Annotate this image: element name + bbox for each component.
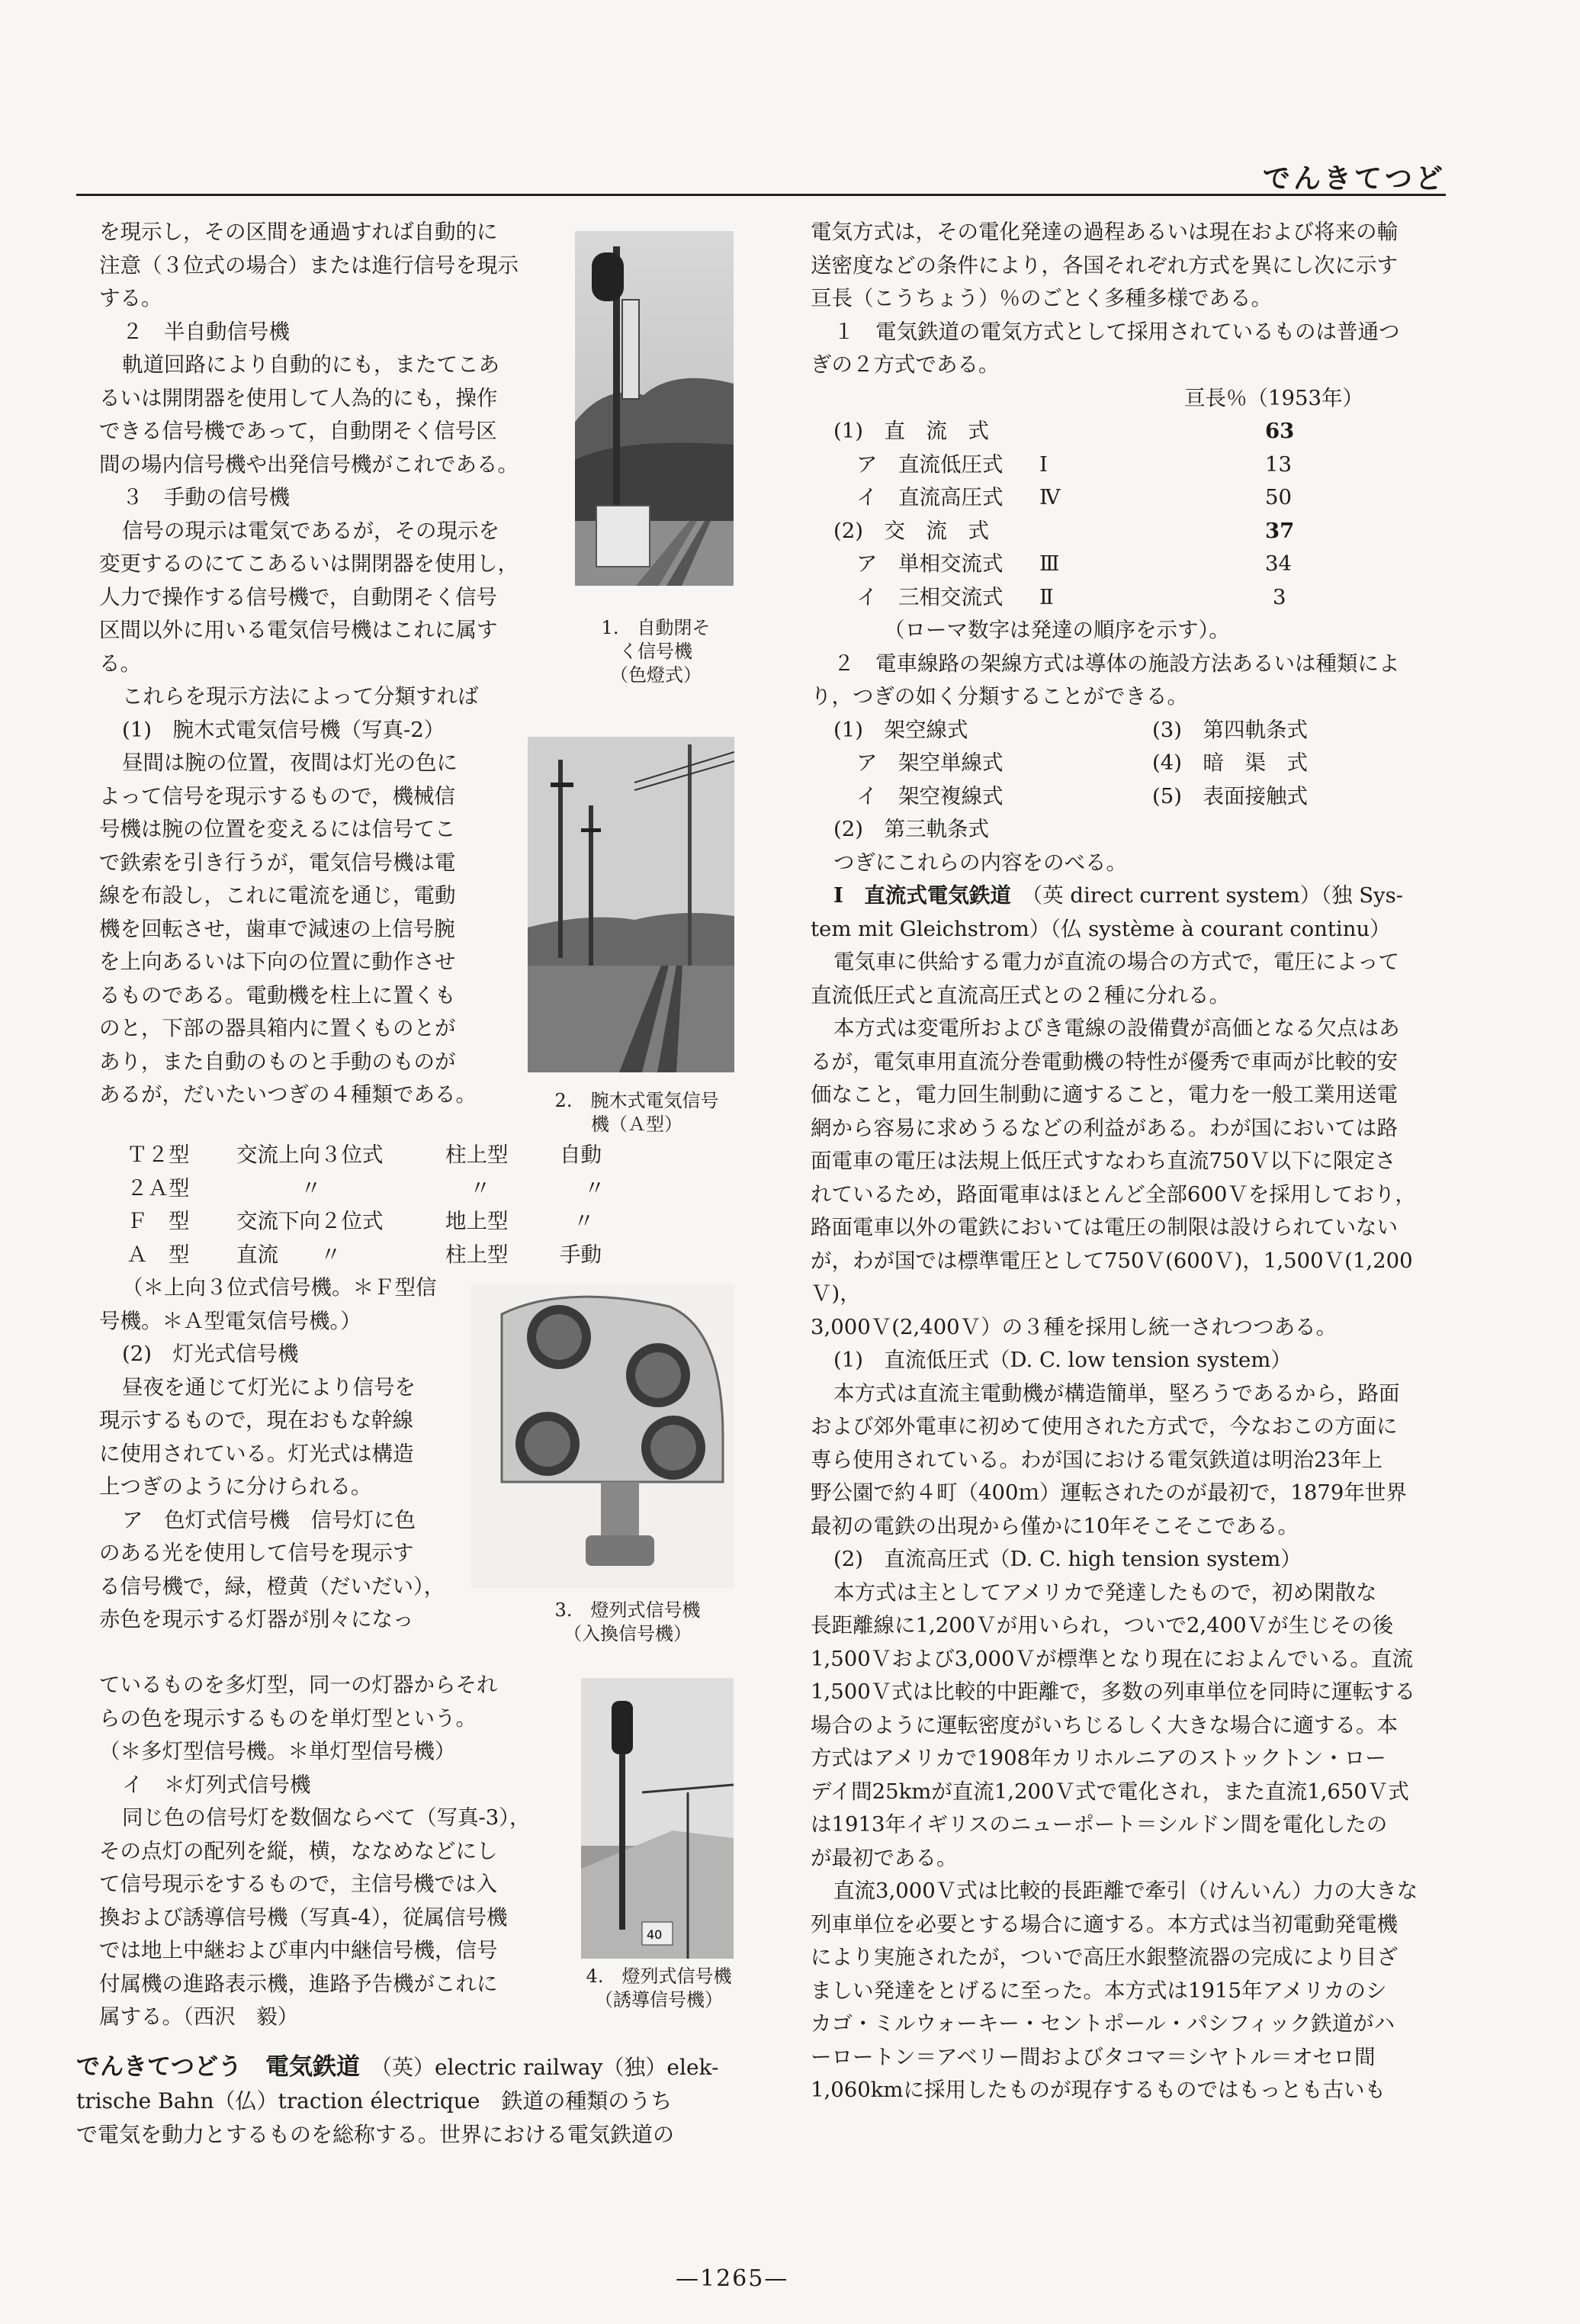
caption-line: 4. 燈列式信号機: [586, 1966, 732, 1987]
text-line: 軌道回路により自動的にも，またてこあ: [122, 352, 499, 377]
list-item: [811, 780, 1451, 814]
left-column-bottom: [99, 1669, 549, 2034]
running-head: でんきてつど: [1262, 162, 1446, 194]
section-heading: (2) 直流高圧式（D. C. high tension system）: [833, 1547, 1302, 1571]
table-note: （ローマ数字は発達の順序を示す）。: [884, 618, 1230, 642]
caption-line: （色燈式）: [610, 664, 702, 686]
text-line: 本方式は変電所およびき電線の設備費が高価となる欠点はあ: [833, 1016, 1400, 1040]
type-place: 〃: [470, 1175, 491, 1201]
page-number: —1265—: [676, 2265, 789, 2292]
percent-header: 亘長％（1953年）: [1184, 385, 1363, 410]
photo-4-caption: [567, 1965, 750, 2012]
text-line: が最初である。: [811, 1845, 958, 1870]
caption-line: 1. 自動閉そ: [601, 617, 711, 638]
section-heading: ２ 半自動信号機: [122, 319, 290, 344]
list-left: (2) 第三軌条式: [833, 817, 989, 841]
text-line: 直流3,000Ｖ式は比較的長距離で牽引（けんいん）力の大きな: [833, 1879, 1418, 1903]
text-line: 号機。＊Ａ型電気信号機。）: [99, 1308, 361, 1333]
row-label: (2) 交 流 式: [833, 518, 989, 543]
text-line: 1,500Ｖおよび3,000Ｖが標準となり現在におよんでいる。直流: [811, 1646, 1413, 1671]
text-line: が，わが国では標準電圧として750Ｖ(600Ｖ)，1,500Ｖ(1,200Ｖ)，: [811, 1248, 1413, 1306]
text-line: ーロートン＝アベリー間およびタコマ＝シヤトル＝オセロ間: [811, 2044, 1376, 2069]
text-line: 換および誘導信号機（写真-4），従属信号機: [99, 1905, 508, 1930]
text-line: のと，下部の器具箱内に置くものとが: [99, 1016, 456, 1040]
list-right: (5) 表面接触式: [1152, 783, 1308, 808]
text-line: のある光を使用して信号を現示す: [99, 1541, 414, 1565]
caption-line: 3. 燈列式信号機: [554, 1599, 701, 1621]
list-right: (4) 暗 渠 式: [1152, 751, 1308, 775]
text-line: 変更するのにてこあるいは開閉器を使用し，: [99, 551, 519, 576]
text-line: れているため，路面電車はほとんど全部600Ｖを採用しており，: [811, 1181, 1416, 1207]
type-mode: 自動: [560, 1143, 602, 1167]
caption-line: （入換信号機）: [564, 1623, 692, 1644]
text-line: これらを現示方法によって分類すれば: [122, 684, 479, 709]
row-num: Ⅲ: [1039, 551, 1060, 576]
text-line: 電気方式は，その電化発達の過程あるいは現在および将来の輸: [811, 220, 1398, 244]
section-heading: [811, 879, 1451, 913]
text-line: ているものを多灯型，同一の灯器からそれ: [99, 1673, 498, 1697]
text-line: 赤色を現示する灯器が別々になっ: [99, 1607, 414, 1631]
text-line: カゴ・ミルウォーキー・セントポール・パシフィック鉄道がハ: [811, 2011, 1395, 2036]
table-row: [811, 415, 1451, 448]
section-heading: (1) 直流低圧式（D. C. low tension system）: [833, 1348, 1292, 1372]
text-line: ましい発達をとげるに至った。本方式は1915年アメリカのシ: [811, 1978, 1387, 2003]
dictionary-entry: [76, 2050, 763, 2152]
type-name: Ｔ２型: [127, 1143, 190, 1167]
text-line: つぎにこれらの内容をのべる。: [833, 850, 1127, 875]
text-line: および郊外電車に初めて使用された方式で，今なおこの方面に: [811, 1414, 1398, 1438]
left-column-light: [99, 1271, 465, 1637]
text-line: 機を回転させ，歯車で減速の上信号腕: [99, 916, 455, 941]
right-column: [811, 216, 1451, 2107]
entry-line: で電気を動力とするものを総称する。世界における電気鉄道の: [76, 2122, 675, 2147]
entry-line: trische Bahn（仏）traction électrique 鉄道の種類のうち: [76, 2088, 673, 2113]
text-line: 長距離線に1,200Ｖが用いられ，ついで2,400Ｖが生じその後: [811, 1613, 1394, 1638]
section-heading: (2) 灯光式信号機: [122, 1342, 299, 1366]
text-line: あり，また自動のものと手動のものが: [99, 1049, 456, 1074]
text-line: 1,500Ｖ式は比較的中距離で，多数の列車単位を同時に運転する: [811, 1680, 1416, 1704]
text-line: 最初の電鉄の出現から僅かに10年そこそこである。: [811, 1513, 1299, 1538]
text-line: 路面電車以外の電鉄においては電圧の制限は設けられていない: [811, 1215, 1398, 1239]
type-name: ２Ａ型: [127, 1175, 190, 1201]
text-fragment: 信号灯に色: [310, 1507, 416, 1532]
text-line: 野公園で約４町（400ｍ）運転されたのが最初で，1879年世界: [811, 1480, 1407, 1505]
section-heading: (1) 腕木式電気信号機（写真-2）: [122, 717, 445, 742]
text-line: 信号の現示は電気であるが，その現示を: [122, 518, 499, 543]
text-line: ２ 電車線路の架線方式は導体の施設方法あるいは種類によ: [833, 651, 1400, 676]
text-line: 属する。（西沢 毅）: [99, 2004, 299, 2029]
text-line: 直流低圧式と直流高圧式との２種に分れる。: [811, 982, 1230, 1008]
text-line: を現示し，その区間を通過すれば自動的に: [99, 220, 498, 244]
text-line: 昼間は腕の位置，夜間は灯光の色に: [122, 751, 458, 775]
section-heading: イ ＊灯列式信号機: [122, 1772, 311, 1797]
row-label: イ 直流高圧式: [856, 485, 1004, 509]
list-right: (3) 第四軌条式: [1152, 717, 1308, 742]
section-heading: ３ 手動の信号機: [122, 485, 290, 509]
text-line: により実施されたが，ついで高圧水銀整流器の完成により目ざ: [811, 1945, 1398, 1969]
subheading: ア 色灯式信号機: [122, 1507, 290, 1532]
text-line: 1,060kmに採用したものが現存するものではもっとも古いも: [811, 2078, 1386, 2102]
list-item: [811, 747, 1451, 780]
type-kind: 直流 〃: [236, 1242, 342, 1267]
row-label: (1) 直 流 式: [833, 419, 989, 443]
left-column-top: [99, 216, 534, 1112]
text-line: 3,000Ｖ(2,400Ｖ）の３種を採用し統一されつつある。: [811, 1314, 1338, 1339]
text-line: 方式はアメリカで1908年カリホルニアのストックトン・ロー: [811, 1746, 1386, 1770]
row-label: ア 直流低圧式: [856, 452, 1004, 477]
text-line: 送密度などの条件により，各国それぞれ方式を異にし次に示す: [811, 252, 1398, 278]
caption-line: く信号機: [619, 641, 692, 662]
caption-line: （誘導信号機）: [595, 1989, 723, 2011]
type-mode: 〃: [573, 1209, 595, 1233]
text-line: らの色を現示するものを単灯型という。: [99, 1705, 477, 1731]
photo-1-caption: [587, 616, 724, 687]
list-item: [811, 813, 1451, 847]
table-row: [811, 515, 1451, 548]
list-left: (1) 架空線式: [833, 717, 968, 742]
text-line: に使用されている。灯光式は構造: [99, 1441, 414, 1466]
type-kind: 交流上向３位式: [236, 1143, 384, 1167]
text-line: 本方式は主としてアメリカで発達したもので，初め閑散な: [833, 1580, 1377, 1605]
text-line: 上つぎのように分けられる。: [99, 1474, 372, 1499]
row-num: Ⅱ: [1039, 584, 1054, 609]
text-line: （＊上向３位式信号機。＊Ｆ型信: [122, 1275, 437, 1300]
text-line: は1913年イギリスのニューポート＝シルドン間を電化したの: [811, 1812, 1388, 1837]
table-row: [811, 448, 1451, 482]
percent-table: [811, 415, 1451, 614]
entry-text: （英）electric railway（独）elek-: [381, 2055, 719, 2080]
text-line: 専ら使用されている。わが国における電気鉄道は明治23年上: [811, 1447, 1382, 1472]
text-line: 同じ色の信号灯を数個ならべて（写真-3），: [122, 1805, 531, 1830]
type-kind: 〃: [300, 1175, 322, 1201]
text-line: で鉄索を引き行うが，電気信号機は電: [99, 850, 456, 875]
photo-auto-block-signal: [575, 231, 734, 586]
text-line: あるが，だいたいつぎの４種類である。: [99, 1082, 477, 1107]
text-line: 人力で操作する信号機で，自動閉そく信号: [99, 584, 497, 609]
text-line: 区間以外に用いる電気信号機はこれに属す: [99, 618, 498, 642]
text-line: できる信号機であって，自動閉そく信号区: [99, 419, 497, 443]
type-place: 柱上型: [445, 1242, 509, 1267]
row-value: 37: [1265, 518, 1295, 543]
header-rule: [76, 194, 1446, 196]
text-line: 亘長（こうちょう）％のごとく多種多様である。: [811, 286, 1272, 310]
type-mode: 〃: [584, 1175, 605, 1201]
text-line: １ 電気鉄道の電気方式として採用されているものは普通つ: [833, 319, 1400, 344]
text-line: るものである。電動機を柱上に置くも: [99, 982, 456, 1008]
text-line: する。: [99, 286, 162, 310]
text-line: る信号機で，緑，橙黄（だいだい），: [99, 1573, 445, 1599]
text-line: 本方式は直流主電動機が構造簡単，堅ろうであるから，路面: [833, 1381, 1400, 1406]
row-label: ア 単相交流式: [856, 551, 1004, 576]
text-line: るいは開閉器を使用して人為的にも，操作: [99, 385, 498, 410]
text-line: デイ間25kmが直流1,200Ｖ式で電化され，また直流1,650Ｖ式: [811, 1779, 1409, 1804]
wire-classification: [811, 714, 1451, 847]
row-value: 13: [1265, 452, 1292, 477]
caption-line: 機（Ａ型）: [591, 1114, 682, 1135]
text-line: 列車単位を必要とする場合に適する。本方式は当初電動発電機: [811, 1911, 1398, 1937]
caption-line: 2. 腕木式電気信号: [554, 1090, 719, 1111]
type-name: Ｆ 型: [127, 1209, 190, 1233]
table-row: [811, 548, 1451, 581]
photo-position-light-signal: [471, 1284, 734, 1589]
text-line: を上向あるいは下向の位置に動作させ: [99, 950, 456, 974]
row-value: 34: [1265, 551, 1292, 576]
photo-2-caption: [534, 1089, 740, 1136]
list-item: [811, 714, 1451, 747]
text-line: よって信号を現示するもので，機械信: [99, 783, 455, 808]
table-row: [811, 481, 1451, 515]
text-line: では地上中継および車内中継信号機，信号: [99, 1938, 498, 1962]
text-line: 面電車の電圧は法規上低圧式すなわち直流750Ｖ以下に限定さ: [811, 1149, 1396, 1173]
row-num: Ⅳ: [1039, 485, 1061, 509]
text-line: 注意（３位式の場合）または進行信号を現示: [99, 252, 519, 278]
text-line: その点灯の配列を縦，横，ななめなどにし: [99, 1838, 498, 1863]
text-line: る。: [99, 651, 141, 676]
row-label: イ 三相交流式: [856, 584, 1004, 609]
text-line: 場合のように運転密度がいちじるしく大きな場合に適する。本: [811, 1712, 1398, 1737]
photo-3-caption: [525, 1599, 731, 1646]
photo-shunting-signal: [581, 1678, 734, 1959]
text-line: 付属機の進路表示機，進路予告機がこれに: [99, 1971, 498, 1996]
heading-bold: Ⅰ 直流式電気鉄道: [833, 883, 1011, 908]
text-line: 網から容易に求めうるなどの利益がある。わが国においては路: [811, 1115, 1398, 1140]
type-kind: 交流下向２位式: [236, 1209, 384, 1233]
text-line: るが，電気車用直流分巻電動機の特性が優秀で車両が比較的安: [811, 1049, 1398, 1074]
row-num: Ⅰ: [1039, 452, 1048, 477]
type-place: 地上型: [445, 1209, 509, 1233]
text-line: 号機は腕の位置を変えるには信号てこ: [99, 817, 456, 841]
text-line: tem mit Gleichstrom）（仏 système à courant continu）: [811, 916, 1391, 941]
entry-headword: でんきてつどう 電気鉄道: [76, 2053, 360, 2081]
text-line: て信号現示をするもので，主信号機では入: [99, 1872, 497, 1896]
text-line: り，つぎの如く分類することができる。: [811, 684, 1188, 709]
text-line: ぎの２方式である。: [811, 352, 1000, 377]
text-line: [99, 1504, 465, 1538]
row-value: 63: [1265, 419, 1295, 443]
photo-semaphore-signal: [528, 737, 734, 1072]
type-mode: 手動: [560, 1242, 602, 1267]
type-name: Ａ 型: [127, 1242, 190, 1267]
list-left: イ 架空複線式: [856, 783, 1004, 808]
entry-line: [76, 2050, 763, 2085]
text-line: 現示するもので，現在おもな幹線: [99, 1408, 413, 1432]
text-line: （＊多灯型信号機。＊単灯型信号機）: [99, 1739, 456, 1763]
table-row: [811, 581, 1451, 615]
type-place: 柱上型: [445, 1143, 509, 1167]
row-value: 50: [1265, 485, 1292, 509]
text-line: 線を布設し，これに電流を通じ，電動: [99, 883, 456, 908]
text-line: 価なこと，電力回生制動に適すること，電力を一般工業用送電: [811, 1082, 1398, 1107]
text-line: 間の場内信号機や出発信号機がこれである。: [99, 452, 519, 477]
text-line: 電気車に供給する電力が直流の場合の方式で，電圧によって: [833, 950, 1399, 974]
signal-plate-number: 40: [647, 1927, 663, 1942]
row-value: 3: [1273, 584, 1286, 609]
text-line: 昼夜を通じて灯光により信号を: [122, 1374, 416, 1400]
list-left: ア 架空単線式: [856, 751, 1004, 775]
heading-rest: （英 direct current system）（独 Sys-: [1032, 883, 1403, 908]
